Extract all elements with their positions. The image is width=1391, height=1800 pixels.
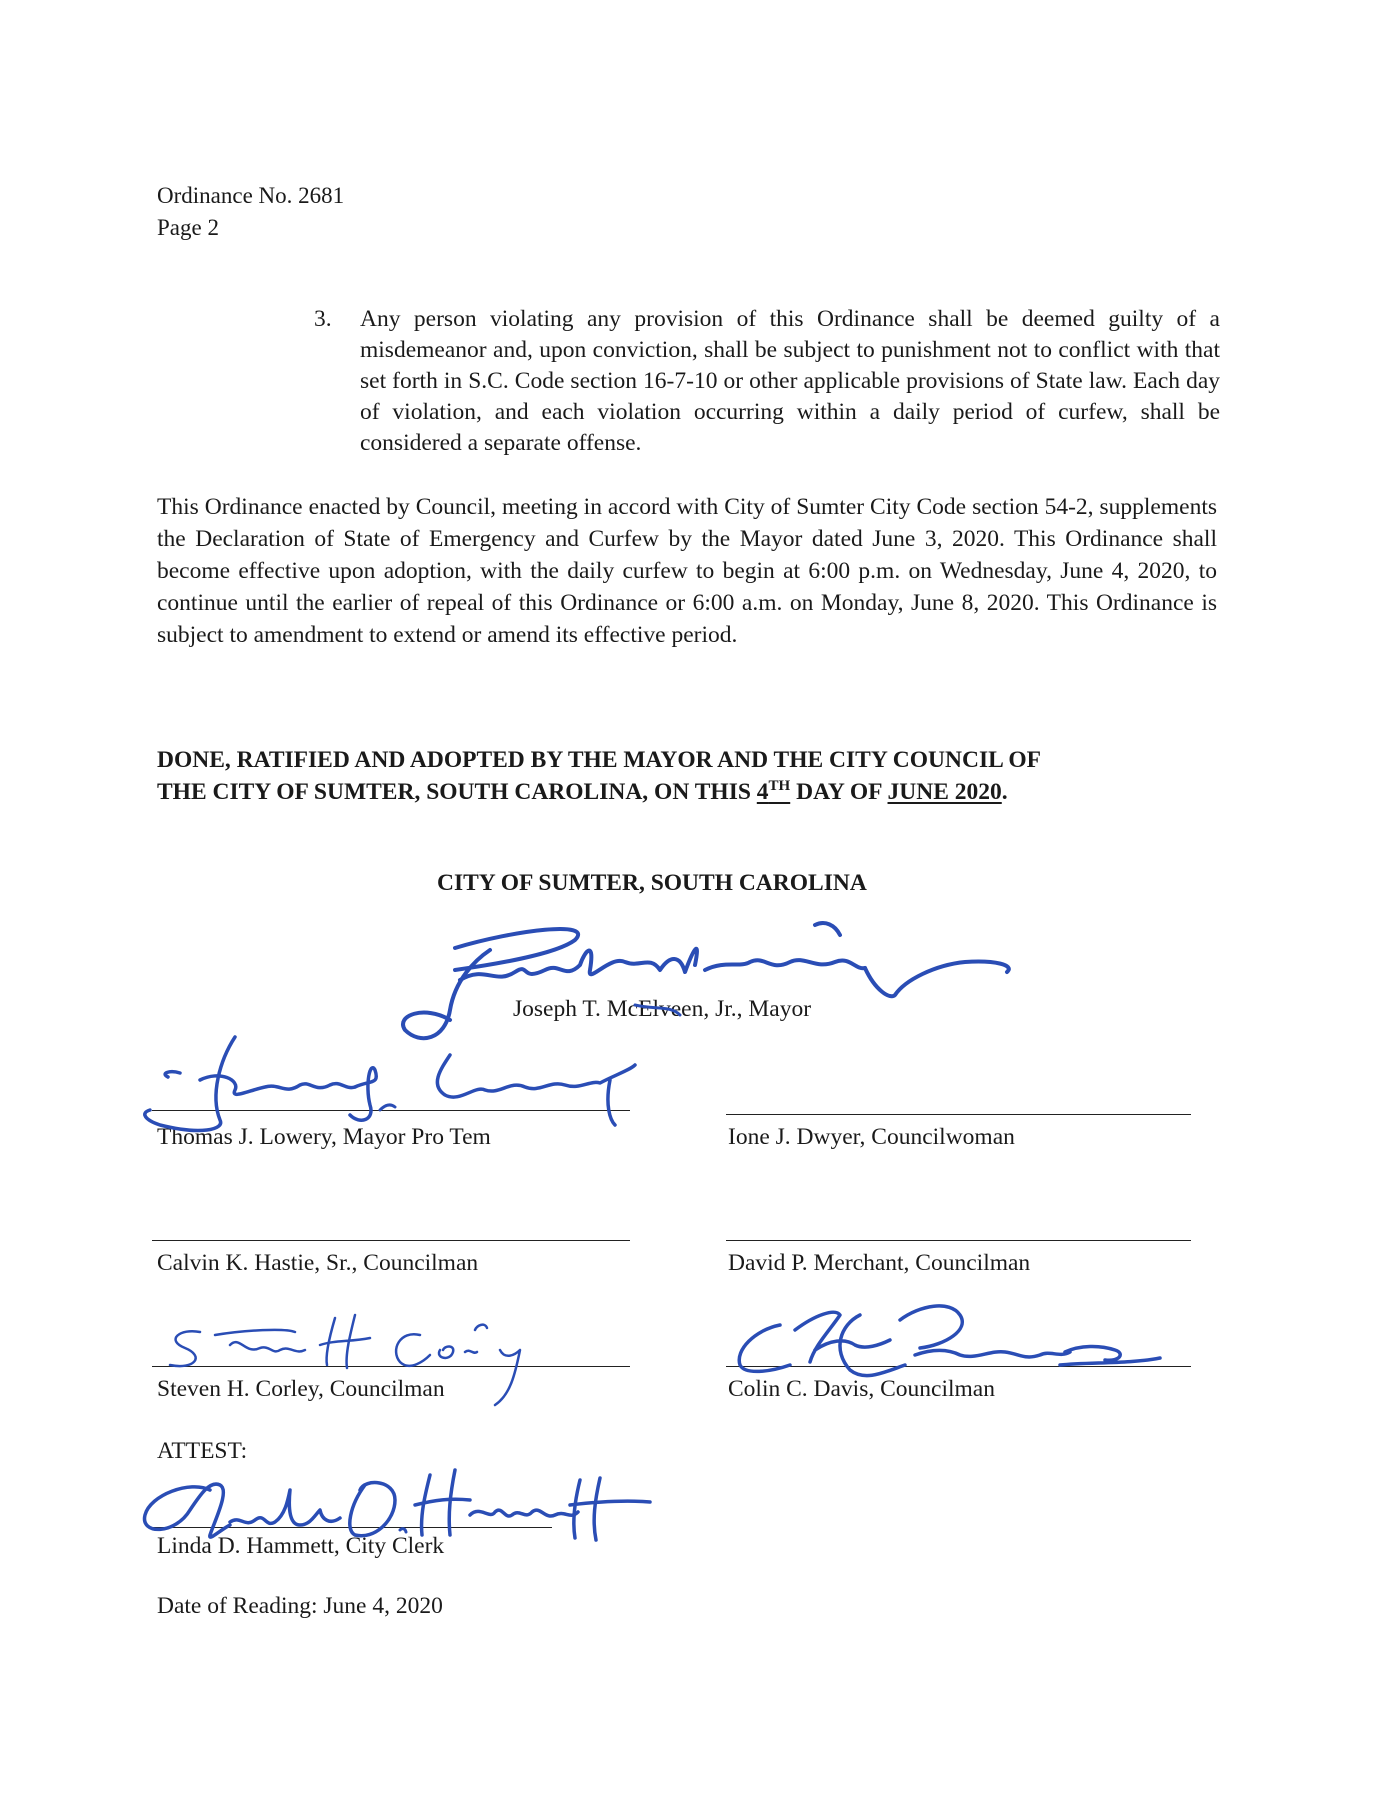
davis-name: Colin C. Davis, Councilman (728, 1376, 995, 1402)
clerk-signature (130, 1450, 650, 1560)
mayor-pro-tem-name: Thomas J. Lowery, Mayor Pro Tem (157, 1124, 491, 1150)
dwyer-signature-line (726, 1114, 1191, 1115)
adoption-line-2 (157, 776, 1237, 808)
provision-number: 3. (314, 306, 332, 332)
adoption-day-of: DAY OF (790, 779, 888, 805)
hastie-signature-line (152, 1240, 630, 1241)
page-number: Page 2 (157, 215, 219, 240)
corley-name: Steven H. Corley, Councilman (157, 1376, 445, 1402)
mayor-pro-tem-signature (140, 1025, 650, 1145)
adoption-day (757, 779, 790, 805)
adoption-day-number: 4 (756, 779, 769, 805)
dwyer-name: Ione J. Dwyer, Councilwoman (728, 1124, 1015, 1150)
adoption-month-year: JUNE 2020 (887, 779, 1002, 805)
clerk-name: Linda D. Hammett, City Clerk (157, 1533, 445, 1559)
adoption-statement (157, 744, 1237, 808)
document-header (157, 180, 344, 244)
davis-signature (720, 1290, 1180, 1410)
adoption-line-1: DONE, RATIFIED AND ADOPTED BY THE MAYOR AND THE CITY COUNCIL OF (157, 747, 1041, 773)
date-of-reading: Date of Reading: June 4, 2020 (157, 1593, 443, 1619)
hastie-name: Calvin K. Hastie, Sr., Councilman (157, 1250, 479, 1276)
city-heading: CITY OF SUMTER, SOUTH CAROLINA (437, 870, 867, 896)
ordinance-number: Ordinance No. 2681 (157, 183, 345, 208)
merchant-name: David P. Merchant, Councilman (728, 1250, 1031, 1276)
adoption-day-suffix: TH (768, 778, 791, 795)
provision-text: Any person violating any provision of this Ordinance shall be deemed guilty of a misdemeanor and, upon conviction, shall be subject to punishment not to conflict with that set forth in S.C. Code section 16-7-10 or other applicable provisions of State law. Each day of violation, and each violation occurring within a daily period of curfew, shall be considered a separate offense. (360, 306, 1220, 456)
mayor-name: Joseph T. McElveen, Jr., Mayor (513, 996, 812, 1022)
adoption-line-2-prefix: THE CITY OF SUMTER, SOUTH CAROLINA, ON THIS (157, 779, 757, 805)
merchant-signature-line (726, 1240, 1191, 1241)
effective-paragraph: This Ordinance enacted by Council, meeting in accord with City of Sumter City Code section 54-2, supplements the Declaration of State of Emergency and Curfew by the Mayor dated June 3, 2020. This Ordinance shall become effective upon adoption, with the daily curfew to begin at 6:00 p.m. on Wednesday, June 4, 2020, to continue until the earlier of repeal of this Ordinance or 6:00 a.m. on Monday, June 8, 2020. This Ordinance is subject to amendment to extend or amend its effective period. (157, 494, 1217, 648)
adoption-period: . (1001, 779, 1008, 805)
corley-signature (155, 1300, 575, 1410)
attest-label: ATTEST: (157, 1438, 248, 1464)
